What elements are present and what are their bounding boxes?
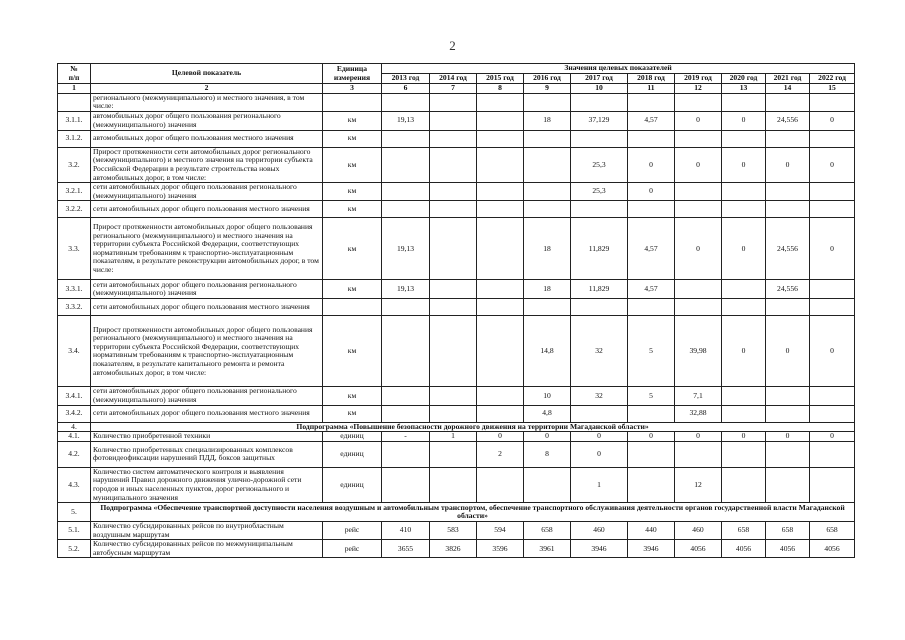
value-cell bbox=[382, 299, 430, 316]
value-cell bbox=[382, 183, 430, 201]
value-cell: 11,829 bbox=[571, 280, 628, 299]
value-cell: 0 bbox=[675, 147, 722, 182]
header-year: 2017 год bbox=[571, 74, 628, 84]
section-row bbox=[58, 503, 855, 522]
value-cell bbox=[810, 441, 855, 467]
value-cell: 0 bbox=[766, 316, 810, 387]
value-cell bbox=[722, 201, 766, 218]
value-cell bbox=[524, 467, 571, 502]
header-year: 2015 год bbox=[477, 74, 524, 84]
table-row bbox=[58, 405, 855, 422]
value-cell: 19,13 bbox=[382, 218, 430, 280]
column-number: 6 bbox=[382, 84, 430, 94]
value-cell: 4,57 bbox=[628, 280, 675, 299]
value-cell: 4056 bbox=[766, 540, 810, 558]
value-cell bbox=[675, 130, 722, 147]
value-cell: 0 bbox=[722, 147, 766, 182]
value-cell: 658 bbox=[722, 522, 766, 540]
header-year: 2013 год bbox=[382, 74, 430, 84]
value-cell: 39,98 bbox=[675, 316, 722, 387]
value-cell: 25,3 bbox=[571, 183, 628, 201]
header-year: 2014 год bbox=[430, 74, 477, 84]
value-cell bbox=[675, 280, 722, 299]
value-cell bbox=[766, 93, 810, 111]
value-cell bbox=[722, 387, 766, 405]
value-cell: 4,57 bbox=[628, 218, 675, 280]
value-cell: 25,3 bbox=[571, 147, 628, 182]
row-number: 4.2. bbox=[58, 441, 91, 467]
value-cell: 19,13 bbox=[382, 280, 430, 299]
row-number: 3.3.1. bbox=[58, 280, 91, 299]
value-cell: 3961 bbox=[524, 540, 571, 558]
section-title: Подпрограмма «Обеспечение транспортной доступности населения воздушным и автомобильным транспортом, обеспечение транспортного обслуживания деятельности органов государственной власти Магаданской области» bbox=[91, 503, 855, 522]
target-indicators-table bbox=[57, 63, 855, 558]
value-cell: 3596 bbox=[477, 540, 524, 558]
value-cell bbox=[430, 218, 477, 280]
value-cell: 0 bbox=[722, 218, 766, 280]
value-cell bbox=[722, 467, 766, 502]
value-cell bbox=[675, 201, 722, 218]
value-cell bbox=[722, 280, 766, 299]
indicator-name: автомобильных дорог общего пользования местного значения bbox=[91, 130, 323, 147]
value-cell bbox=[477, 467, 524, 502]
indicator-name: Количество субсидированных рейсов по межмуниципальным автобусным маршрутам bbox=[91, 540, 323, 558]
value-cell: 0 bbox=[628, 183, 675, 201]
column-number: 7 bbox=[430, 84, 477, 94]
value-cell bbox=[722, 93, 766, 111]
value-cell bbox=[675, 93, 722, 111]
column-numbers-row bbox=[58, 84, 855, 94]
value-cell: 24,556 bbox=[766, 111, 810, 130]
value-cell bbox=[722, 405, 766, 422]
value-cell: 0 bbox=[810, 432, 855, 442]
value-cell bbox=[477, 111, 524, 130]
value-cell bbox=[722, 130, 766, 147]
row-number: 3.2.1. bbox=[58, 183, 91, 201]
value-cell: 32 bbox=[571, 387, 628, 405]
table-row bbox=[58, 130, 855, 147]
unit-cell: км bbox=[323, 130, 382, 147]
value-cell bbox=[430, 183, 477, 201]
indicator-name: Количество субсидированных рейсов по внутриобластным воздушным маршрутам bbox=[91, 522, 323, 540]
value-cell bbox=[477, 130, 524, 147]
unit-cell: км bbox=[323, 183, 382, 201]
value-cell bbox=[382, 441, 430, 467]
value-cell bbox=[766, 405, 810, 422]
value-cell: 0 bbox=[722, 432, 766, 442]
value-cell: 4,8 bbox=[524, 405, 571, 422]
header-year: 2019 год bbox=[675, 74, 722, 84]
value-cell: 18 bbox=[524, 218, 571, 280]
value-cell: 0 bbox=[766, 147, 810, 182]
row-number: 5.2. bbox=[58, 540, 91, 558]
unit-cell: км bbox=[323, 111, 382, 130]
table-row bbox=[58, 280, 855, 299]
unit-cell: км bbox=[323, 405, 382, 422]
page-number: 2 bbox=[449, 38, 456, 53]
indicator-name: сети автомобильных дорог общего пользования регионального (межмуниципального) значения bbox=[91, 280, 323, 299]
value-cell bbox=[382, 405, 430, 422]
table-row bbox=[58, 111, 855, 130]
value-cell: 4056 bbox=[810, 540, 855, 558]
value-cell bbox=[477, 93, 524, 111]
value-cell bbox=[571, 201, 628, 218]
indicator-name: Прирост протяженности сети автомобильных дорог регионального (межмуниципального) и местного значения на территории субъекта Российской Федерации в результате строительства новых автомобильных дорог, в том числе: bbox=[91, 147, 323, 182]
value-cell: 0 bbox=[675, 111, 722, 130]
unit-cell: рейс bbox=[323, 522, 382, 540]
value-cell bbox=[430, 405, 477, 422]
row-number: 3.2.2. bbox=[58, 201, 91, 218]
value-cell: 7,1 bbox=[675, 387, 722, 405]
table-row bbox=[58, 522, 855, 540]
table-row bbox=[58, 218, 855, 280]
table-row bbox=[58, 93, 855, 111]
value-cell bbox=[382, 93, 430, 111]
value-cell: 0 bbox=[628, 147, 675, 182]
value-cell bbox=[430, 93, 477, 111]
value-cell bbox=[382, 467, 430, 502]
value-cell: - bbox=[382, 432, 430, 442]
header-year: 2021 год bbox=[766, 74, 810, 84]
value-cell bbox=[628, 201, 675, 218]
value-cell bbox=[382, 130, 430, 147]
value-cell: 2 bbox=[477, 441, 524, 467]
value-cell: 0 bbox=[810, 111, 855, 130]
indicator-name: сети автомобильных дорог общего пользования регионального (межмуниципального) значения bbox=[91, 387, 323, 405]
header-indicator: Целевой показатель bbox=[91, 64, 323, 84]
value-cell: 0 bbox=[571, 441, 628, 467]
header-year: 2020 год bbox=[722, 74, 766, 84]
indicator-name: сети автомобильных дорог общего пользования местного значения bbox=[91, 299, 323, 316]
indicator-name: Прирост протяженности автомобильных дорог общего пользования регионального (межмуниципального) и местного значения на территории субъекта Российской Федерации, соответствующих нормативным требованиям к транспортно-эксплуатационным показателям, в результате капитального ремонта и ремонта автомобильных дорог, в том числе: bbox=[91, 316, 323, 387]
value-cell: 3946 bbox=[628, 540, 675, 558]
value-cell bbox=[382, 201, 430, 218]
value-cell bbox=[628, 93, 675, 111]
value-cell: 4,57 bbox=[628, 111, 675, 130]
column-number: 1 bbox=[58, 84, 91, 94]
value-cell bbox=[722, 183, 766, 201]
value-cell bbox=[430, 441, 477, 467]
value-cell bbox=[810, 280, 855, 299]
value-cell bbox=[810, 130, 855, 147]
row-number bbox=[58, 93, 91, 111]
column-number: 13 bbox=[722, 84, 766, 94]
column-number: 15 bbox=[810, 84, 855, 94]
row-number: 3.4.1. bbox=[58, 387, 91, 405]
value-cell bbox=[810, 299, 855, 316]
indicator-name: Количество приобретенных специализированных комплексов фотовидеофиксации нарушений ПДД, боксов защитных bbox=[91, 441, 323, 467]
value-cell bbox=[571, 93, 628, 111]
table-row bbox=[58, 540, 855, 558]
header-year: 2016 год bbox=[524, 74, 571, 84]
value-cell: 5 bbox=[628, 316, 675, 387]
value-cell bbox=[430, 111, 477, 130]
unit-cell: рейс bbox=[323, 540, 382, 558]
value-cell: 5 bbox=[628, 387, 675, 405]
value-cell: 4056 bbox=[675, 540, 722, 558]
column-number: 2 bbox=[91, 84, 323, 94]
value-cell: 4056 bbox=[722, 540, 766, 558]
value-cell: 14,8 bbox=[524, 316, 571, 387]
value-cell bbox=[477, 387, 524, 405]
row-number: 3.2. bbox=[58, 147, 91, 182]
value-cell bbox=[810, 201, 855, 218]
row-number: 3.4.2. bbox=[58, 405, 91, 422]
value-cell bbox=[628, 299, 675, 316]
value-cell: 3655 bbox=[382, 540, 430, 558]
value-cell bbox=[524, 299, 571, 316]
value-cell: 1 bbox=[430, 432, 477, 442]
value-cell: 0 bbox=[810, 147, 855, 182]
value-cell bbox=[722, 441, 766, 467]
value-cell: 18 bbox=[524, 111, 571, 130]
value-cell: 440 bbox=[628, 522, 675, 540]
section-number: 5. bbox=[58, 503, 91, 522]
value-cell: 583 bbox=[430, 522, 477, 540]
value-cell bbox=[524, 201, 571, 218]
section-row bbox=[58, 422, 855, 432]
value-cell bbox=[766, 441, 810, 467]
row-number: 3.1.1. bbox=[58, 111, 91, 130]
value-cell bbox=[810, 405, 855, 422]
table-row bbox=[58, 299, 855, 316]
table-row bbox=[58, 147, 855, 182]
value-cell: 24,556 bbox=[766, 218, 810, 280]
value-cell: 0 bbox=[571, 432, 628, 442]
unit-cell: единиц bbox=[323, 441, 382, 467]
value-cell: 10 bbox=[524, 387, 571, 405]
value-cell: 3946 bbox=[571, 540, 628, 558]
value-cell bbox=[382, 147, 430, 182]
value-cell: 32 bbox=[571, 316, 628, 387]
value-cell bbox=[675, 299, 722, 316]
table-row bbox=[58, 316, 855, 387]
indicator-name: Количество приобретенной техники bbox=[91, 432, 323, 442]
indicator-name: сети автомобильных дорог общего пользования регионального (межмуниципального) значения bbox=[91, 183, 323, 201]
value-cell bbox=[430, 201, 477, 218]
unit-cell: км bbox=[323, 387, 382, 405]
indicator-name: регионального (межмуниципального) и местного значения, в том числе: bbox=[91, 93, 323, 111]
value-cell: 3826 bbox=[430, 540, 477, 558]
table-row bbox=[58, 432, 855, 442]
column-number: 14 bbox=[766, 84, 810, 94]
value-cell bbox=[382, 316, 430, 387]
value-cell: 460 bbox=[675, 522, 722, 540]
value-cell bbox=[810, 467, 855, 502]
value-cell bbox=[477, 299, 524, 316]
value-cell bbox=[430, 280, 477, 299]
unit-cell bbox=[323, 299, 382, 316]
indicator-name: Прирост протяженности автомобильных дорог общего пользования регионального (межмуниципального) и местного значения на территории субъекта Российской Федерации, соответствующих нормативным требованиям к транспортно-эксплуатационным показателям, в результате реконструкции автомобильных дорог, в том числе: bbox=[91, 218, 323, 280]
row-number: 3.3. bbox=[58, 218, 91, 280]
value-cell: 32,88 bbox=[675, 405, 722, 422]
value-cell: 594 bbox=[477, 522, 524, 540]
value-cell bbox=[571, 405, 628, 422]
value-cell: 19,13 bbox=[382, 111, 430, 130]
value-cell bbox=[628, 405, 675, 422]
value-cell: 37,129 bbox=[571, 111, 628, 130]
row-number: 3.4. bbox=[58, 316, 91, 387]
column-number: 12 bbox=[675, 84, 722, 94]
value-cell: 460 bbox=[571, 522, 628, 540]
value-cell: 0 bbox=[628, 432, 675, 442]
value-cell: 410 bbox=[382, 522, 430, 540]
value-cell bbox=[571, 130, 628, 147]
column-number: 9 bbox=[524, 84, 571, 94]
value-cell: 0 bbox=[722, 111, 766, 130]
value-cell bbox=[722, 299, 766, 316]
value-cell bbox=[524, 147, 571, 182]
value-cell: 0 bbox=[810, 316, 855, 387]
unit-cell: км bbox=[323, 147, 382, 182]
row-number: 3.3.2. bbox=[58, 299, 91, 316]
unit-cell: единиц bbox=[323, 467, 382, 502]
header-no: № п/п bbox=[58, 64, 91, 84]
value-cell bbox=[430, 316, 477, 387]
value-cell bbox=[477, 405, 524, 422]
value-cell: 18 bbox=[524, 280, 571, 299]
value-cell bbox=[477, 218, 524, 280]
value-cell: 0 bbox=[766, 432, 810, 442]
value-cell: 0 bbox=[675, 218, 722, 280]
column-number: 10 bbox=[571, 84, 628, 94]
value-cell bbox=[675, 183, 722, 201]
value-cell bbox=[766, 299, 810, 316]
value-cell bbox=[628, 467, 675, 502]
value-cell bbox=[477, 201, 524, 218]
row-number: 4.1. bbox=[58, 432, 91, 442]
header-year: 2018 год bbox=[628, 74, 675, 84]
value-cell bbox=[524, 183, 571, 201]
table-row bbox=[58, 467, 855, 502]
value-cell bbox=[430, 147, 477, 182]
unit-cell: км bbox=[323, 218, 382, 280]
value-cell bbox=[477, 280, 524, 299]
value-cell bbox=[766, 130, 810, 147]
value-cell: 658 bbox=[810, 522, 855, 540]
table-row bbox=[58, 387, 855, 405]
value-cell bbox=[430, 467, 477, 502]
unit-cell: единиц bbox=[323, 432, 382, 442]
indicator-name: Количество систем автоматического контроля и выявления нарушений Правил дорожного движения улично-дорожной сети городов и иных населенных пунктов, дорог регионального и муниципального значения bbox=[91, 467, 323, 502]
value-cell bbox=[810, 387, 855, 405]
value-cell bbox=[477, 316, 524, 387]
value-cell: 24,556 bbox=[766, 280, 810, 299]
table-row bbox=[58, 201, 855, 218]
header-unit: Единица измерения bbox=[323, 64, 382, 84]
section-title: Подпрограмма «Повышение безопасности дорожного движения на территории Магаданской области» bbox=[91, 422, 855, 432]
value-cell: 0 bbox=[810, 218, 855, 280]
value-cell bbox=[628, 130, 675, 147]
value-cell bbox=[810, 183, 855, 201]
value-cell: 658 bbox=[766, 522, 810, 540]
header-values-group: Значения целевых показателей bbox=[382, 64, 855, 74]
indicator-name: сети автомобильных дорог общего пользования местного значения bbox=[91, 405, 323, 422]
value-cell: 8 bbox=[524, 441, 571, 467]
value-cell: 0 bbox=[477, 432, 524, 442]
value-cell bbox=[810, 93, 855, 111]
value-cell bbox=[524, 93, 571, 111]
row-number: 3.1.2. bbox=[58, 130, 91, 147]
table-row bbox=[58, 441, 855, 467]
value-cell bbox=[430, 299, 477, 316]
value-cell: 0 bbox=[524, 432, 571, 442]
column-number: 3 bbox=[323, 84, 382, 94]
indicator-name: автомобильных дорог общего пользования регионального (межмуниципального) значения bbox=[91, 111, 323, 130]
value-cell: 1 bbox=[571, 467, 628, 502]
unit-cell bbox=[323, 93, 382, 111]
value-cell bbox=[766, 183, 810, 201]
value-cell: 0 bbox=[722, 316, 766, 387]
value-cell bbox=[766, 201, 810, 218]
value-cell bbox=[382, 387, 430, 405]
header-year: 2022 год bbox=[810, 74, 855, 84]
value-cell: 0 bbox=[675, 432, 722, 442]
column-number: 11 bbox=[628, 84, 675, 94]
value-cell: 12 bbox=[675, 467, 722, 502]
value-cell bbox=[766, 467, 810, 502]
row-number: 4.3. bbox=[58, 467, 91, 502]
unit-cell: км bbox=[323, 316, 382, 387]
value-cell bbox=[628, 441, 675, 467]
unit-cell: км bbox=[323, 201, 382, 218]
indicator-name: сети автомобильных дорог общего пользования местного значения bbox=[91, 201, 323, 218]
value-cell bbox=[430, 387, 477, 405]
row-number: 5.1. bbox=[58, 522, 91, 540]
value-cell: 658 bbox=[524, 522, 571, 540]
value-cell bbox=[766, 387, 810, 405]
value-cell bbox=[477, 183, 524, 201]
value-cell bbox=[675, 441, 722, 467]
value-cell bbox=[477, 147, 524, 182]
column-number: 8 bbox=[477, 84, 524, 94]
value-cell: 11,829 bbox=[571, 218, 628, 280]
section-number: 4. bbox=[58, 422, 91, 432]
value-cell bbox=[524, 130, 571, 147]
table-row bbox=[58, 183, 855, 201]
unit-cell: км bbox=[323, 280, 382, 299]
header-row bbox=[58, 64, 855, 74]
value-cell bbox=[571, 299, 628, 316]
value-cell bbox=[430, 130, 477, 147]
